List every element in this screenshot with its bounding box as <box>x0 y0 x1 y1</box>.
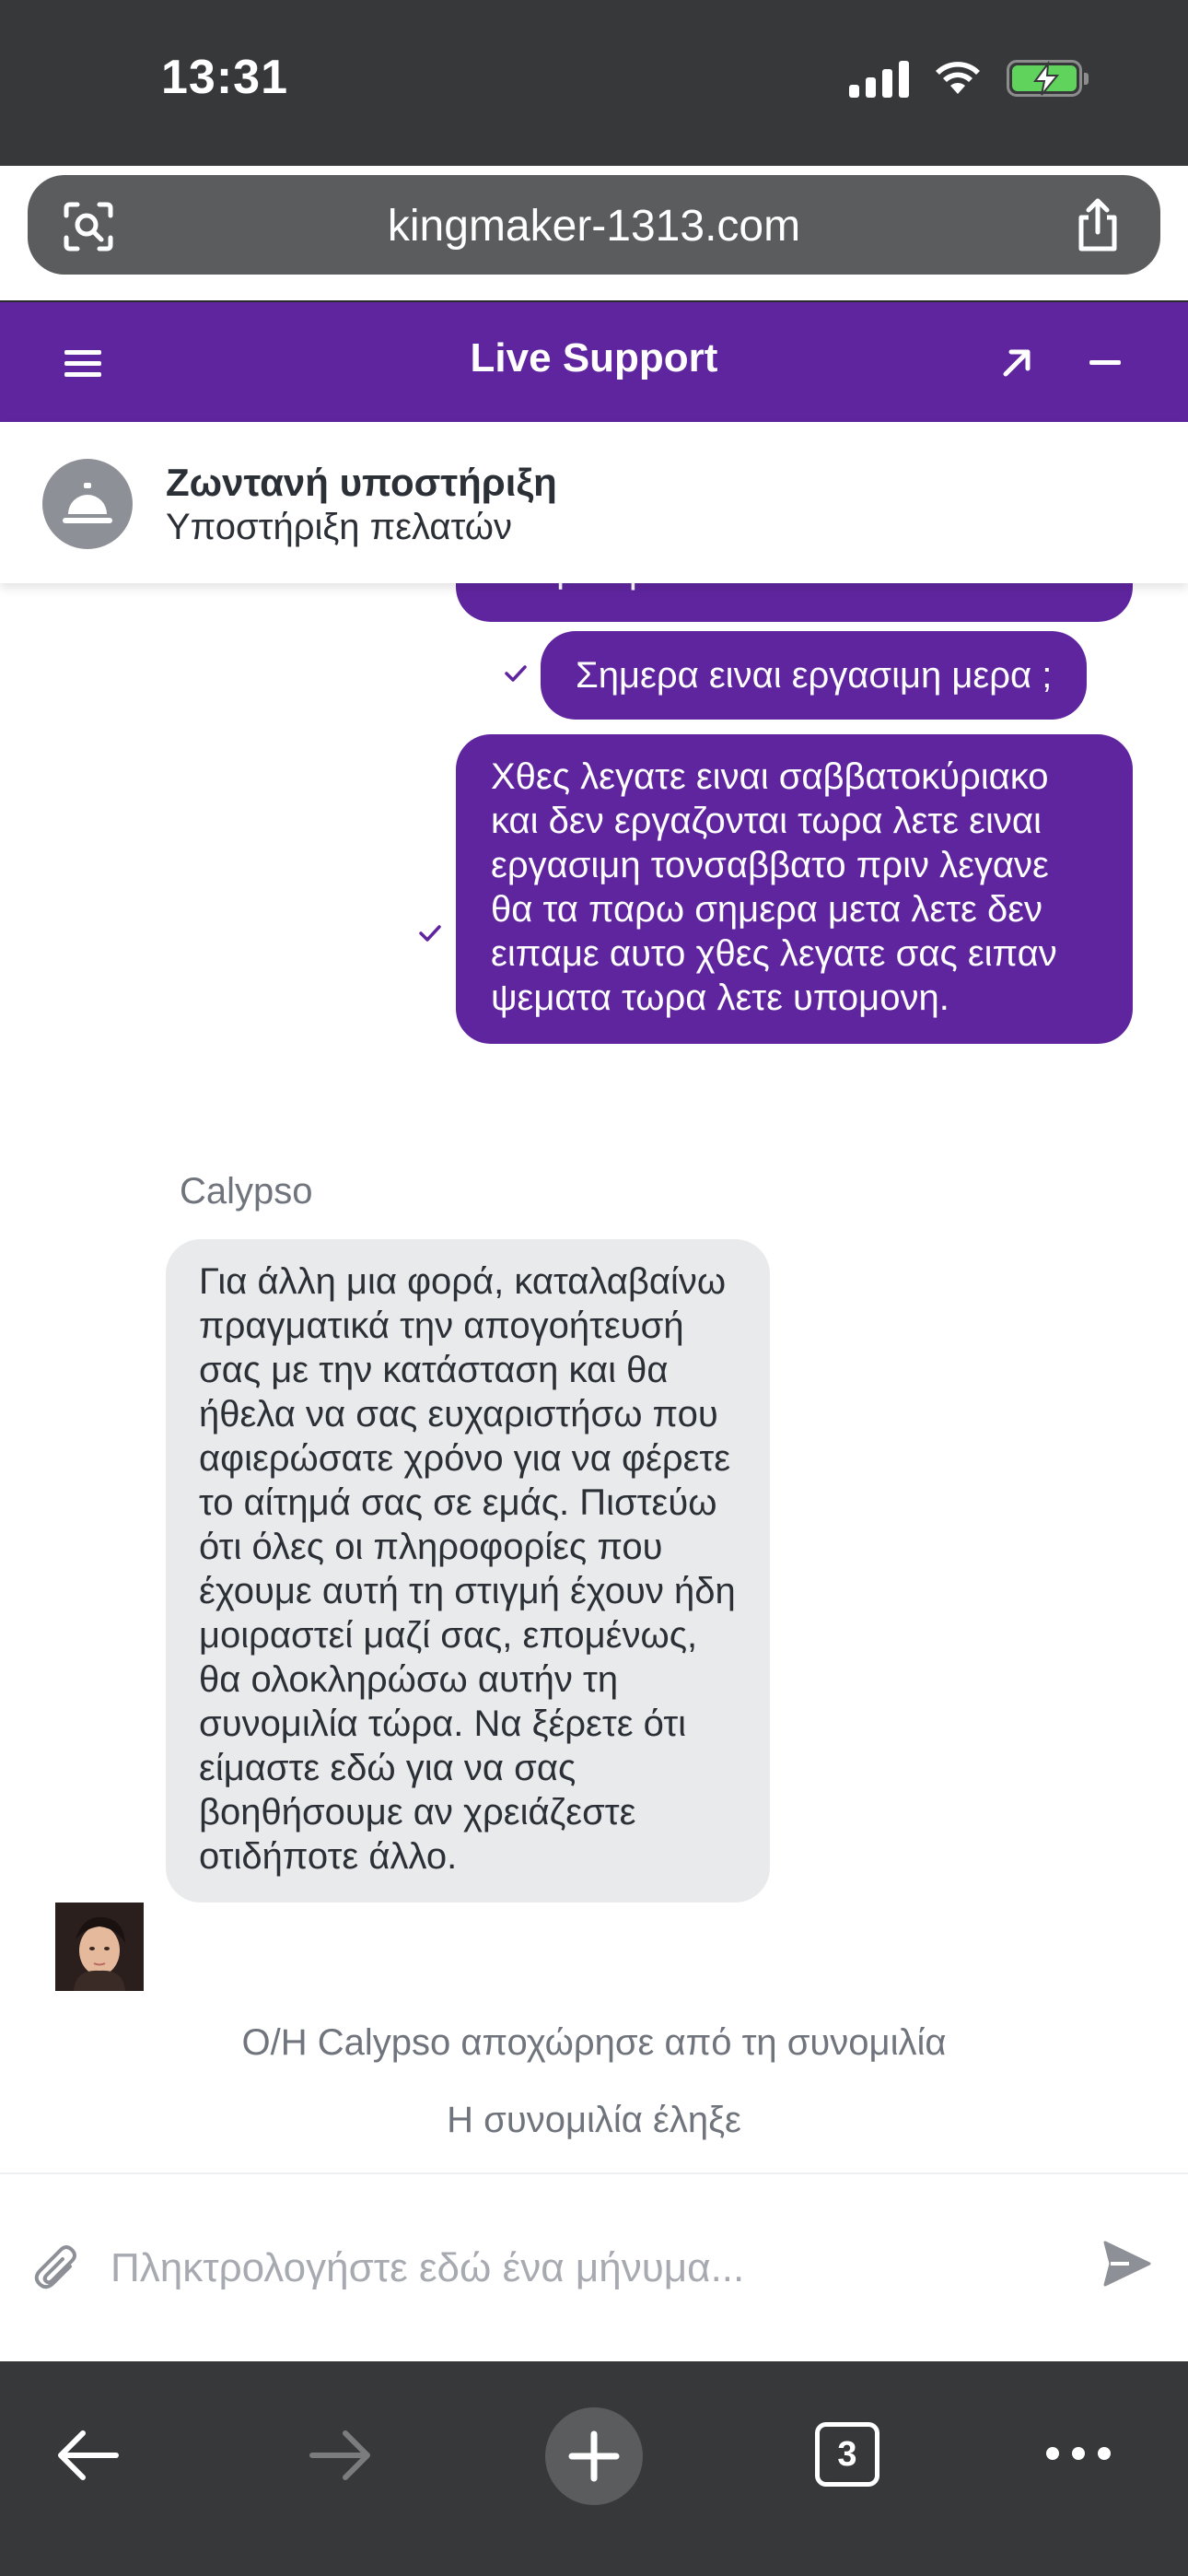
agent-card <box>0 422 1188 583</box>
forward-arrow-icon[interactable] <box>309 2428 373 2483</box>
system-message: Η συνομιλία έληξε <box>447 2100 741 2140</box>
concierge-bell-icon <box>61 481 114 527</box>
sender-name: Calypso <box>180 1171 313 1212</box>
message-input[interactable] <box>111 2231 1050 2305</box>
tabs-button[interactable]: 3 <box>815 2422 879 2487</box>
checkmark-icon <box>418 924 442 943</box>
status-icons <box>849 55 1082 101</box>
browser-toolbar <box>0 2361 1188 2576</box>
agent-avatar <box>42 459 133 549</box>
minimize-button[interactable] <box>1077 335 1133 391</box>
url-text: kingmaker-1313.com <box>387 202 801 251</box>
back-arrow-icon[interactable] <box>55 2428 120 2483</box>
chat-header <box>0 302 1188 422</box>
chat-title: Live Support <box>470 335 718 381</box>
message-list[interactable] <box>0 583 1188 2172</box>
system-message: Ο/Η Calypso αποχώρησε από τη συνομιλία <box>241 2022 947 2063</box>
plus-icon <box>568 2430 620 2482</box>
new-tab-button[interactable] <box>545 2407 643 2505</box>
message-text: Σημερα ειναι εργασιμη μερα ; <box>576 655 1053 696</box>
message-text: Για άλλη μια φορά, καταλαβαίνω πραγματικά την απογοήτευσή σας με την κατάσταση και θα ήθελα να σας ευχαριστήσω που αφιερώσατε χρόνο για να φέρετε το αίτημά σας σε εμάς. Πιστεύω ότι όλες οι πληροφορίες που έχουμε αυτή τη στιγμή έχουν ήδη μοιραστεί μαζί σας, επομένως, θα ολοκληρώσω αυτήν τη συνομιλία τώρα. Να ξέρετε ότι είμαστε εδώ για να σας βοηθήσουμε αν χρειάζεστε οτιδήποτε άλλο. <box>199 1261 736 1877</box>
share-icon[interactable] <box>1072 197 1124 254</box>
message-composer <box>0 2172 1188 2361</box>
more-icon[interactable] <box>1045 2446 1112 2461</box>
agent-name: Ζωντανή υποστήριξη <box>166 461 557 504</box>
outgoing-message <box>456 734 1133 1044</box>
status-bar <box>0 0 1188 166</box>
agent-subtitle: Υποστήριξη πελατών <box>166 507 513 547</box>
send-icon[interactable] <box>1101 2239 1151 2289</box>
paperclip-icon[interactable] <box>33 2242 79 2294</box>
cellular-signal-icon <box>849 59 909 98</box>
outgoing-message <box>541 631 1087 720</box>
message-text: Χθες λεγατε ειναι σαββατοκύριακο και δεν εργαζονται τωρα λετε ειναι εργασιμη τονσαββατο πριν λεγανε θα τα παρω σημερα μετα λετε δεν ειπαμε αυτο χθες λεγατε σας ειπαν ψεματα τωρα λετε υπομονη. <box>491 756 1057 1018</box>
wifi-icon <box>935 61 981 96</box>
status-time: 13:31 <box>161 51 288 104</box>
minimize-icon <box>1089 359 1121 367</box>
agent-photo-avatar <box>55 1903 144 1991</box>
incoming-message <box>166 1239 770 1903</box>
checkmark-icon <box>504 664 528 683</box>
battery-icon <box>1007 60 1082 97</box>
popout-button[interactable] <box>989 335 1044 391</box>
expand-icon <box>1000 346 1033 380</box>
address-bar[interactable] <box>28 175 1160 275</box>
